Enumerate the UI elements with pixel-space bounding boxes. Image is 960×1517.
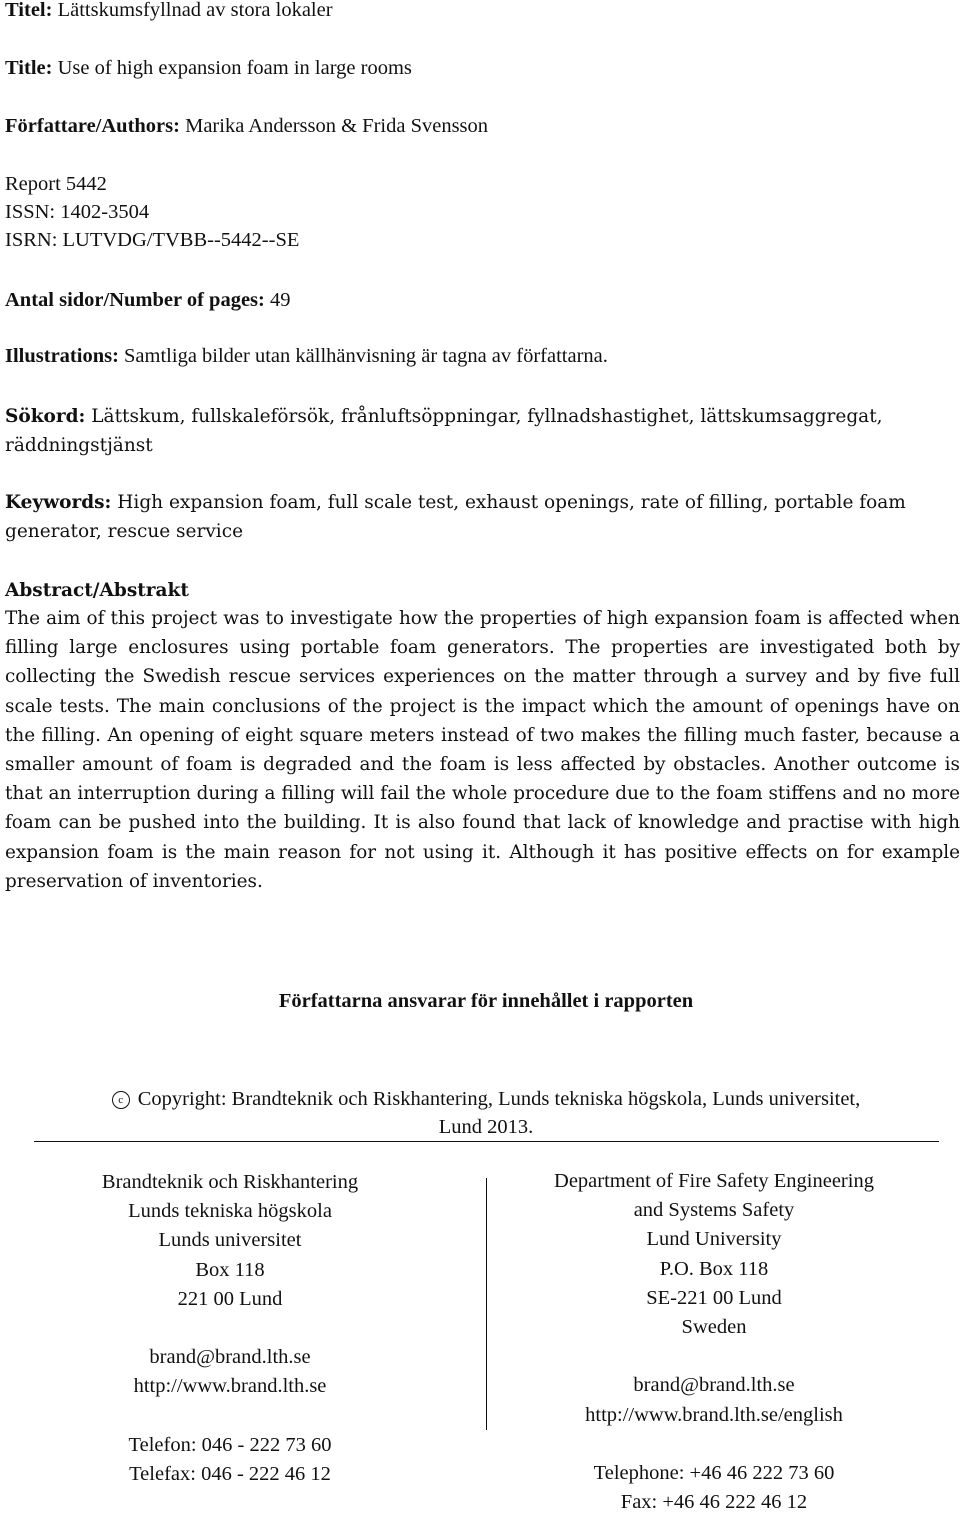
right-fax: Fax: +46 46 222 46 12 bbox=[620, 1491, 808, 1514]
keywords-value: High expansion foam, full scale test, exhaust openings, rate of filling, portable foam bbox=[117, 492, 906, 513]
left-address-line: Brandteknik och Riskhantering bbox=[101, 1171, 359, 1193]
title-sv-line bbox=[5, 0, 333, 22]
left-email-link[interactable]: brand@brand.lth.se bbox=[149, 1346, 311, 1369]
illustrations-label: Illustrations: bbox=[5, 345, 119, 367]
right-address-line: P.O. Box 118 bbox=[659, 1257, 769, 1280]
right-web-link[interactable]: http://www.brand.lth.se/english bbox=[585, 1403, 843, 1426]
keywords-line-2: generator, rescue service bbox=[5, 521, 244, 542]
right-address-line: Lund University bbox=[646, 1228, 782, 1251]
right-address-line: SE-221 00 Lund bbox=[646, 1286, 782, 1309]
illustrations-line bbox=[5, 344, 608, 368]
pages-label: Antal sidor/Number of pages: bbox=[5, 289, 265, 311]
isrn: ISRN: LUTVDG/TVBB--5442--SE bbox=[5, 229, 300, 251]
abstract-heading: Abstract/Abstrakt bbox=[5, 580, 189, 601]
copyright-text: Copyright: Brandteknik och Riskhantering, Lunds tekniska högskola, Lunds universitet, bbox=[137, 1088, 861, 1110]
sokord-value: Lättskum, fullskaleförsök, frånluftsöppningar, fyllnadshastighet, lättskumsaggregat, bbox=[91, 406, 883, 427]
pages-value: 49 bbox=[270, 289, 291, 311]
authors-label: Författare/Authors: bbox=[5, 115, 180, 137]
right-address-block bbox=[514, 1167, 914, 1517]
responsibility-note: Författarna ansvarar för innehållet i rapporten bbox=[278, 990, 694, 1012]
left-address-line: Lunds universitet bbox=[158, 1229, 302, 1252]
title-sv-label: Titel: bbox=[5, 0, 53, 21]
left-web-link[interactable]: http://www.brand.lth.se bbox=[133, 1375, 327, 1398]
left-address-block bbox=[70, 1168, 390, 1489]
left-address-line: 221 00 Lund bbox=[177, 1287, 283, 1310]
issn: ISSN: 1402-3504 bbox=[5, 201, 150, 223]
right-address-line: Department of Fire Safety Engineering bbox=[554, 1170, 874, 1192]
right-address-line: Sweden bbox=[681, 1315, 747, 1338]
copyright-line-2: Lund 2013. bbox=[438, 1116, 534, 1138]
right-email-link[interactable]: brand@brand.lth.se bbox=[633, 1374, 795, 1397]
authors-value: Marika Andersson & Frida Svensson bbox=[185, 115, 489, 137]
title-en-line bbox=[5, 56, 412, 80]
sokord-line-2: räddningstjänst bbox=[5, 435, 153, 456]
title-en-value: Use of high expansion foam in large rooms bbox=[57, 57, 412, 79]
left-fax: Telefax: 046 - 222 46 12 bbox=[129, 1462, 331, 1485]
title-sv-value: Lättskumsfyllnad av stora lokaler bbox=[57, 0, 333, 21]
divider-horizontal bbox=[34, 1141, 939, 1142]
sokord-label: Sökord: bbox=[5, 406, 86, 427]
sokord-line-1 bbox=[5, 405, 883, 429]
copyright-symbol-icon: c bbox=[112, 1091, 130, 1109]
report-number: Report 5442 bbox=[5, 173, 107, 195]
divider-vertical bbox=[486, 1178, 487, 1430]
right-address-line: and Systems Safety bbox=[633, 1199, 795, 1222]
authors-line bbox=[5, 114, 488, 138]
left-address-line: Box 118 bbox=[195, 1258, 265, 1281]
keywords-label: Keywords: bbox=[5, 492, 112, 513]
abstract-text: The aim of this project was to investigate how the properties of high expansion foam is affected when filling large enclosures using portable foam generators. The properties are investigated both by collecting the Swedish rescue services experiences on the matter through a survey and by five full scale tests. The main conclusions of the project is the impact which the amount of openings have on the filling. An opening of eight square meters instead of two makes the filling much faster, because a smaller amount of foam is degraded and the foam is less affected by obstacles. Another outcome is that an interruption during a filling will fail the whole procedure due to the foam stiffens and no more foam can be pushed into the building. It is also found that lack of knowledge and practise with high expansion foam is the main reason for not using it. Although it has positive effects on for example preservation of inventories. bbox=[5, 608, 960, 892]
pages-line bbox=[5, 288, 291, 312]
title-en-label: Title: bbox=[5, 57, 53, 79]
keywords-line-1 bbox=[5, 491, 906, 515]
right-phone: Telephone: +46 46 222 73 60 bbox=[593, 1461, 835, 1484]
left-address-line: Lunds tekniska högskola bbox=[128, 1200, 332, 1223]
copyright-line-1 bbox=[0, 1087, 960, 1111]
illustrations-value: Samtliga bilder utan källhänvisning är tagna av författarna. bbox=[124, 345, 608, 367]
left-phone: Telefon: 046 - 222 73 60 bbox=[128, 1433, 332, 1456]
